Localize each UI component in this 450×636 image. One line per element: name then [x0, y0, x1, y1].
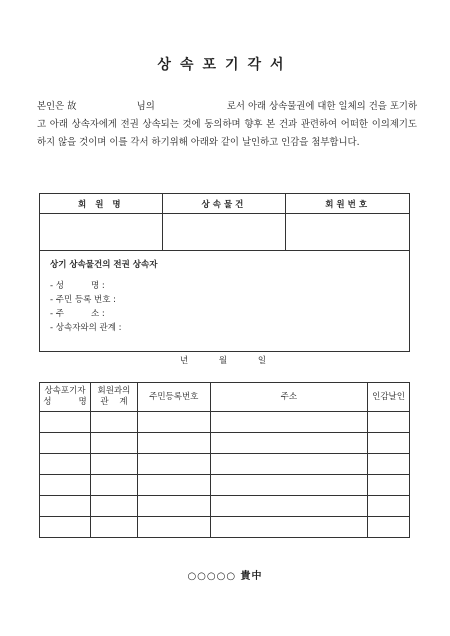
table-cell[interactable]	[368, 517, 410, 538]
date-line	[0, 354, 450, 366]
intro-text-3: 로서 아래 상속물권에 대한 일체의 건을 포기하고 아래 상속자에게 전권 상속되는 것에 동의하며 향후 본 건과 관련하여 어떠한 이의제기도 하지 않을 것이며 이를 각서 하기위해 아래와 같이 날인하고 인감을 첨부합니다.	[37, 101, 418, 148]
table-cell[interactable]	[210, 433, 367, 454]
date-month: 월	[218, 356, 232, 366]
table-cell[interactable]	[90, 496, 137, 517]
heir-field-relation[interactable]: - 상속자와의 관계 :	[50, 323, 122, 333]
table-cell[interactable]	[210, 517, 367, 538]
date-year: 년	[179, 356, 193, 366]
header-member-number: 회원번호	[286, 194, 410, 214]
table-cell[interactable]	[137, 454, 210, 475]
table-cell[interactable]	[40, 454, 91, 475]
heir-section-title: 상기 상속물건의 전권 상속자	[50, 260, 158, 270]
header-renouncer-name: 상속포기자 성 명	[40, 383, 91, 412]
table-cell[interactable]	[40, 433, 91, 454]
header-member-name: 회 원 명	[40, 194, 163, 214]
table-cell[interactable]	[40, 517, 91, 538]
intro-text-1: 본인은 故	[37, 101, 77, 112]
table-cell[interactable]	[368, 496, 410, 517]
member-name-cell[interactable]	[40, 214, 163, 251]
intro-text-2: 님의	[136, 101, 155, 112]
table-cell[interactable]	[40, 412, 91, 433]
date-day: 일	[257, 356, 271, 366]
table-cell[interactable]	[90, 433, 137, 454]
table-cell[interactable]	[368, 454, 410, 475]
table-row	[40, 475, 410, 496]
table-cell[interactable]	[368, 475, 410, 496]
inherited-item-cell[interactable]	[162, 214, 286, 251]
table-cell[interactable]	[40, 496, 91, 517]
table-cell[interactable]	[368, 412, 410, 433]
table-cell[interactable]	[137, 412, 210, 433]
table-cell[interactable]	[137, 496, 210, 517]
renouncer-table	[39, 382, 410, 538]
header-seal: 인감날인	[368, 383, 410, 412]
table-cell[interactable]	[90, 454, 137, 475]
header-relation: 회원과의 관 계	[90, 383, 137, 412]
member-number-cell[interactable]	[286, 214, 410, 251]
table-row	[40, 454, 410, 475]
table-row	[40, 412, 410, 433]
page-title: 상속포기각서	[157, 57, 293, 73]
inheritance-table	[39, 193, 410, 352]
table-cell[interactable]	[40, 475, 91, 496]
heir-field-name[interactable]: - 성 명 :	[50, 281, 105, 291]
heir-field-id[interactable]: - 주민 등록 번호 :	[50, 295, 117, 305]
recipient-footer: ○○○○○ 貴中	[187, 571, 263, 582]
header-address: 주소	[210, 383, 367, 412]
intro-paragraph	[37, 98, 417, 152]
table-cell[interactable]	[210, 454, 367, 475]
header-resident-number: 주민등록번호	[137, 383, 210, 412]
table-cell[interactable]	[210, 496, 367, 517]
table-cell[interactable]	[137, 517, 210, 538]
table-cell[interactable]	[210, 475, 367, 496]
table-cell[interactable]	[90, 475, 137, 496]
heir-section	[40, 251, 410, 352]
table-row	[40, 433, 410, 454]
table-cell[interactable]	[137, 433, 210, 454]
heir-field-address[interactable]: - 주 소 :	[50, 309, 105, 319]
table-cell[interactable]	[210, 412, 367, 433]
table-cell[interactable]	[90, 517, 137, 538]
header-inherited-item: 상속물건	[162, 194, 286, 214]
table-cell[interactable]	[90, 412, 137, 433]
table-cell[interactable]	[137, 475, 210, 496]
table-cell[interactable]	[368, 433, 410, 454]
table-row	[40, 496, 410, 517]
table-row	[40, 517, 410, 538]
